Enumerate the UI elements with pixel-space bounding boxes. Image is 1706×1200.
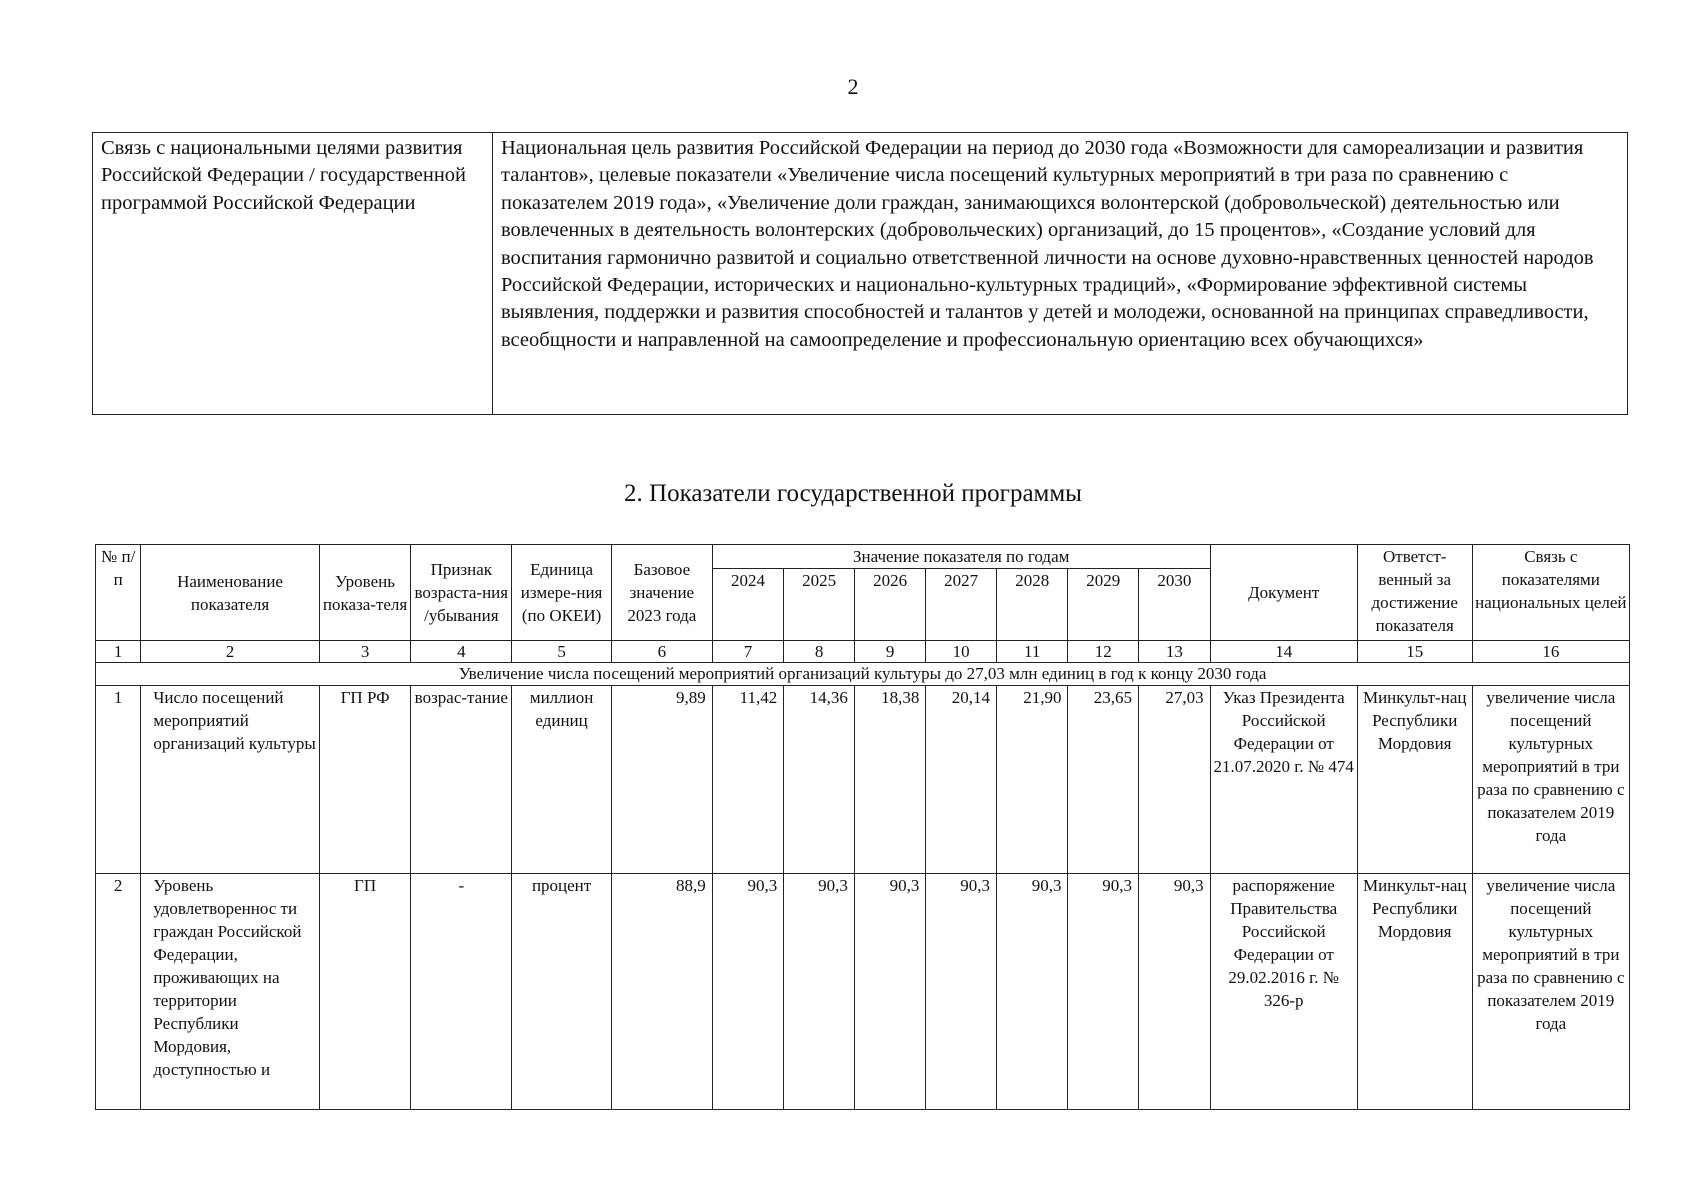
column-number: 13 — [1139, 641, 1211, 663]
column-number: 2 — [141, 641, 319, 663]
indicator-trend: - — [411, 874, 512, 1110]
header-year: 2025 — [784, 569, 855, 641]
column-number-row — [96, 641, 1630, 663]
header-trend: Признак возраста-ния /убывания — [411, 545, 512, 641]
column-number: 5 — [512, 641, 612, 663]
column-number: 4 — [411, 641, 512, 663]
row-num: 2 — [96, 874, 141, 1110]
indicator-level: ГП РФ — [319, 686, 411, 874]
year-value: 90,3 — [1139, 874, 1211, 1110]
column-number: 14 — [1210, 641, 1357, 663]
header-year: 2030 — [1139, 569, 1211, 641]
national-goals-link-table — [92, 132, 1628, 415]
indicator-level: ГП — [319, 874, 411, 1110]
year-value: 90,3 — [784, 874, 855, 1110]
national-goals-text: Национальная цель развития Российской Федерации на период до 2030 года «Возможности для самореализации и развития талантов», целевые показатели «Увеличение числа посещений культурных мероприятий в три раза по сравнению с показателем 2019 года», «Увеличение доли граждан, занимающихся волонтерской (добровольческой) деятельностью или вовлеченных в деятельность волонтерских (добровольческих) организаций, до 15 процентов», «Создание условий для воспитания гармонично развитой и социально ответственной личности на основе духовно-нравственных ценностей народов Российской Федерации, исторических и национально-культурных традиций», «Формирование эффективной системы выявления, поддержки и развития способностей и талантов у детей и молодежи, основанной на принципах справедливости, всеобщности и направленной на самоопределение и профессиональную ориентацию всех обучающихся» — [493, 133, 1628, 415]
row-num: 1 — [96, 686, 141, 874]
year-value: 90,3 — [854, 874, 926, 1110]
year-value: 90,3 — [712, 874, 784, 1110]
indicator-responsible: Минкульт-нац Республики Мордовия — [1357, 686, 1472, 874]
header-year: 2026 — [854, 569, 926, 641]
year-value: 90,3 — [1068, 874, 1139, 1110]
header-num: № п/п — [96, 545, 141, 641]
indicator-document: распоряжение Правительства Российской Федерации от 29.02.2016 г. № 326-р — [1210, 874, 1357, 1110]
column-number: 12 — [1068, 641, 1139, 663]
year-value: 11,42 — [712, 686, 784, 874]
year-value: 14,36 — [784, 686, 855, 874]
column-number: 11 — [996, 641, 1068, 663]
indicators-table — [95, 544, 1630, 1110]
year-value: 18,38 — [854, 686, 926, 874]
national-goals-label: Связь с национальными целями развития Российской Федерации / государственной программой Российской Федерации — [93, 133, 493, 415]
header-responsible: Ответст-венный за достижение показателя — [1357, 545, 1472, 641]
table-row — [96, 874, 1630, 1110]
header-name: Наименование показателя — [141, 545, 319, 641]
year-value: 20,14 — [926, 686, 997, 874]
year-value: 23,65 — [1068, 686, 1139, 874]
indicator-responsible: Минкульт-нац Республики Мордовия — [1357, 874, 1472, 1110]
column-number: 15 — [1357, 641, 1472, 663]
year-value: 90,3 — [926, 874, 997, 1110]
indicator-unit: процент — [512, 874, 612, 1110]
indicator-unit: миллион единиц — [512, 686, 612, 874]
column-number: 9 — [854, 641, 926, 663]
header-year: 2029 — [1068, 569, 1139, 641]
goal-row: Увеличение числа посещений мероприятий организаций культуры до 27,03 млн единиц в год к концу 2030 года — [96, 663, 1630, 686]
column-number: 10 — [926, 641, 997, 663]
indicator-national-goal-link: увеличение числа посещений культурных мероприятий в три раза по сравнению с показателем 2019 года — [1472, 686, 1629, 874]
base-value: 88,9 — [611, 874, 712, 1110]
header-years-group: Значение показателя по годам — [712, 545, 1210, 569]
table-row — [96, 686, 1630, 874]
column-number: 6 — [611, 641, 712, 663]
header-unit: Единица измере-ния (по ОКЕИ) — [512, 545, 612, 641]
header-national-goal-link: Связь с показателями национальных целей — [1472, 545, 1629, 641]
section-title: 2. Показатели государственной программы — [624, 480, 1082, 507]
header-document: Документ — [1210, 545, 1357, 641]
year-value: 21,90 — [996, 686, 1068, 874]
page-number: 2 — [847, 74, 859, 99]
year-value: 27,03 — [1139, 686, 1211, 874]
indicator-trend: возрас-тание — [411, 686, 512, 874]
column-number: 3 — [319, 641, 411, 663]
header-base-value: Базовое значение 2023 года — [611, 545, 712, 641]
indicator-national-goal-link: увеличение числа посещений культурных мероприятий в три раза по сравнению с показателем 2019 года — [1472, 874, 1629, 1110]
header-year: 2024 — [712, 569, 784, 641]
column-number: 16 — [1472, 641, 1629, 663]
column-number: 1 — [96, 641, 141, 663]
column-number: 8 — [784, 641, 855, 663]
header-year: 2028 — [996, 569, 1068, 641]
header-year: 2027 — [926, 569, 997, 641]
year-value: 90,3 — [996, 874, 1068, 1110]
column-number: 7 — [712, 641, 784, 663]
indicator-document: Указ Президента Российской Федерации от 21.07.2020 г. № 474 — [1210, 686, 1357, 874]
header-level: Уровень показа-теля — [319, 545, 411, 641]
indicator-name: Число посещений мероприятий организаций культуры — [141, 686, 319, 874]
base-value: 9,89 — [611, 686, 712, 874]
indicator-name: Уровень удовлетвореннос ти граждан Российской Федерации, проживающих на территории Республики Мордовия, доступностью и — [141, 874, 319, 1110]
